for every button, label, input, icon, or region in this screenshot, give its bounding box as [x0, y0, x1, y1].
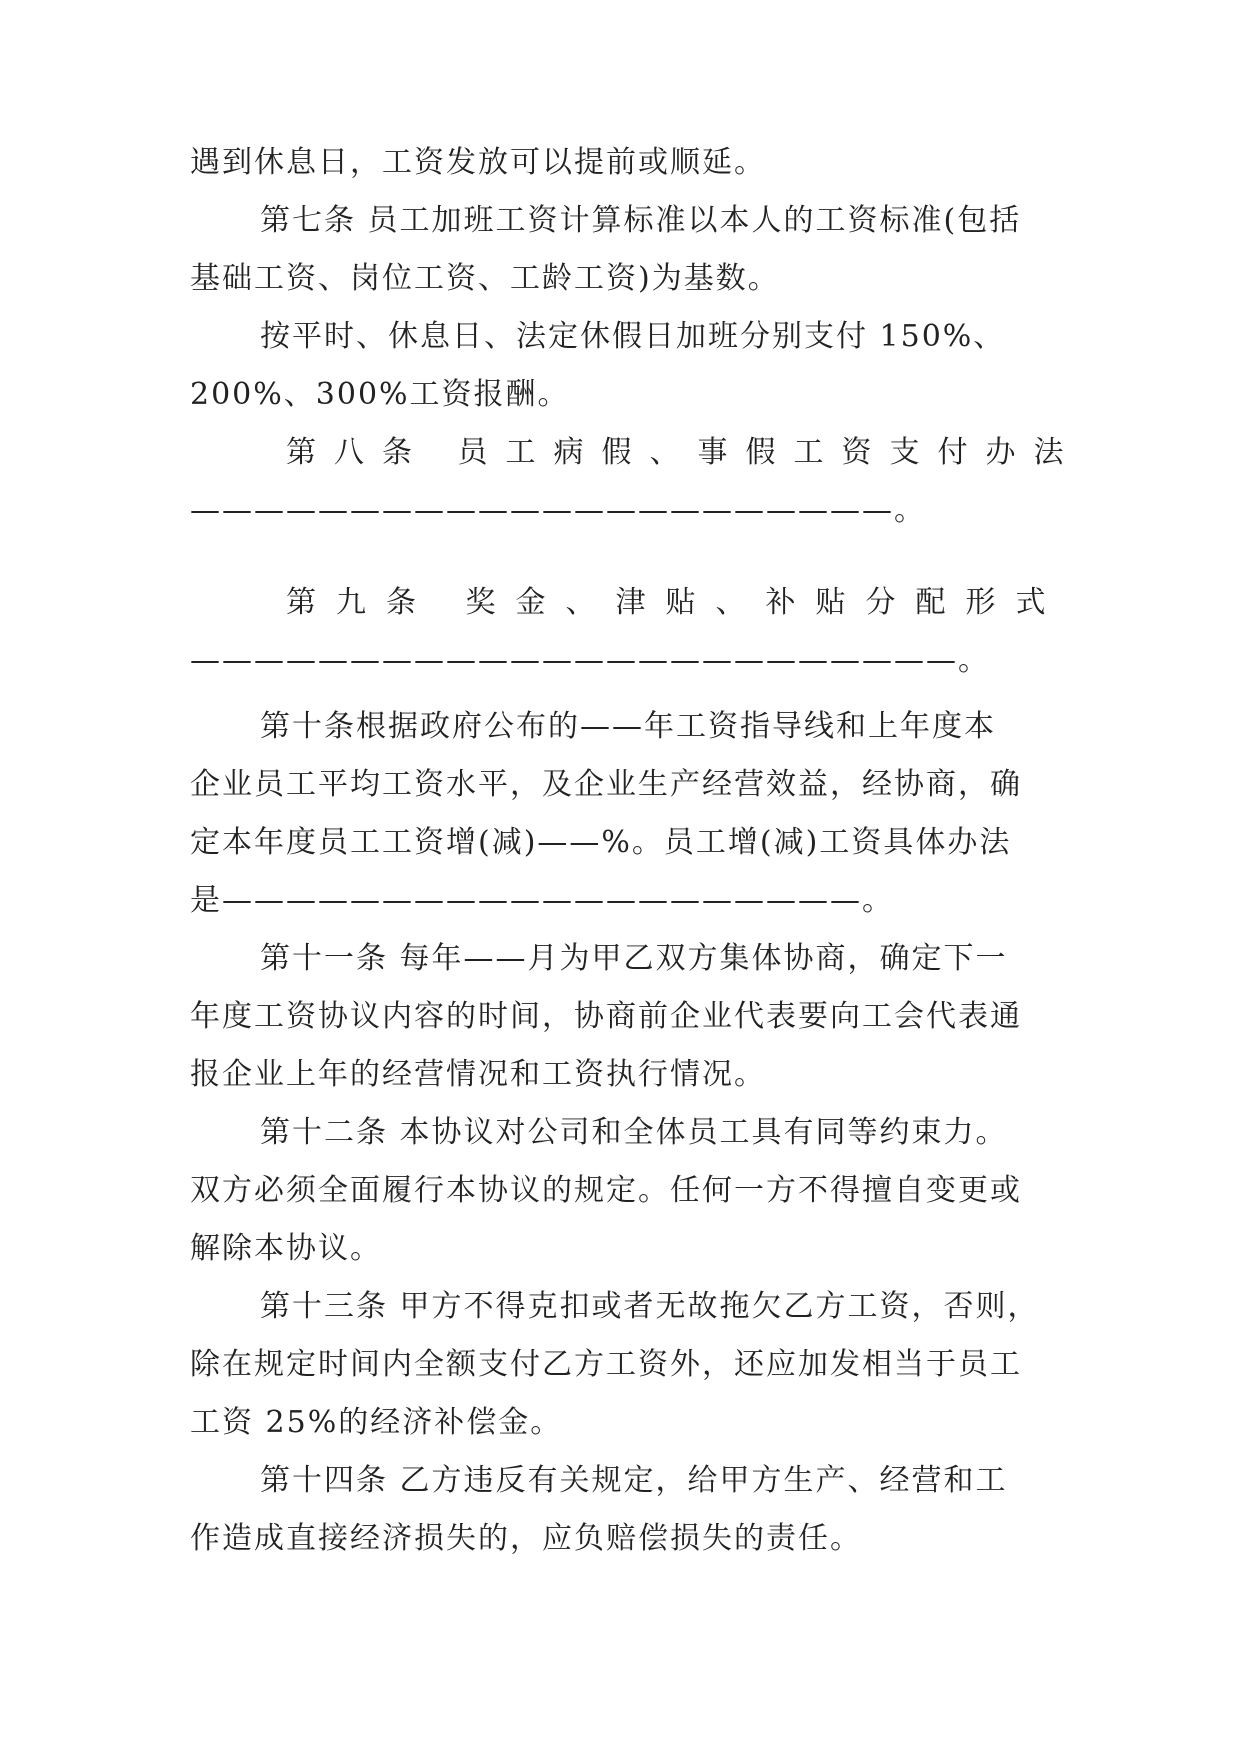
fill-in-blank-line: ————————————————————————。	[190, 643, 990, 678]
text-line: 除在规定时间内全额支付乙方工资外，还应加发相当于员工	[190, 1347, 1022, 1382]
text-line: 按平时、休息日、法定休假日加班分别支付 150%、	[260, 319, 1006, 354]
article-12-heading-line: 第十二条 本协议对公司和全体员工具有同等约束力。	[260, 1115, 1008, 1150]
article-7-heading-line: 第七条 员工加班工资计算标准以本人的工资标准(包括	[260, 203, 1022, 238]
text-line: 200%、300%工资报酬。	[190, 377, 570, 412]
document-body	[190, 134, 1082, 1568]
article-8-heading-line	[190, 424, 1082, 482]
article-14-heading-line: 第十四条 乙方违反有关规定，给甲方生产、经营和工	[260, 1463, 1008, 1498]
article-8-text: 第八条 员工病假、事假工资支付办法	[286, 435, 1082, 470]
text-line: 遇到休息日，工资发放可以提前或顺延。	[190, 145, 766, 180]
text-line: 是————————————————————。	[190, 883, 894, 918]
article-11-heading-line: 第十一条 每年——月为甲乙双方集体协商，确定下一	[260, 941, 1008, 976]
text-line: 定本年度员工工资增(减)——%。员工增(减)工资具体办法	[190, 825, 1012, 860]
article-9-heading-line	[190, 574, 1066, 632]
article-10-heading-line: 第十条根据政府公布的——年工资指导线和上年度本	[260, 709, 996, 744]
article-13-heading-line: 第十三条 甲方不得克扣或者无故拖欠乙方工资，否则，	[260, 1289, 1040, 1324]
text-line: 报企业上年的经营情况和工资执行情况。	[190, 1057, 766, 1092]
text-line: 作造成直接经济损失的，应负赔偿损失的责任。	[190, 1521, 862, 1556]
article-9-text: 第九条 奖金、津贴、补贴分配形式	[286, 585, 1066, 620]
text-line: 工资 25%的经济补偿金。	[190, 1405, 563, 1440]
text-line: 企业员工平均工资水平，及企业生产经营效益，经协商，确	[190, 767, 1022, 802]
text-line: 年度工资协议内容的时间，协商前企业代表要向工会代表通	[190, 999, 1022, 1034]
text-line: 基础工资、岗位工资、工龄工资)为基数。	[190, 261, 780, 296]
text-line: 解除本协议。	[190, 1231, 382, 1266]
text-line: 双方必须全面履行本协议的规定。任何一方不得擅自变更或	[190, 1173, 1022, 1208]
fill-in-blank-line: ——————————————————————。	[190, 493, 926, 528]
